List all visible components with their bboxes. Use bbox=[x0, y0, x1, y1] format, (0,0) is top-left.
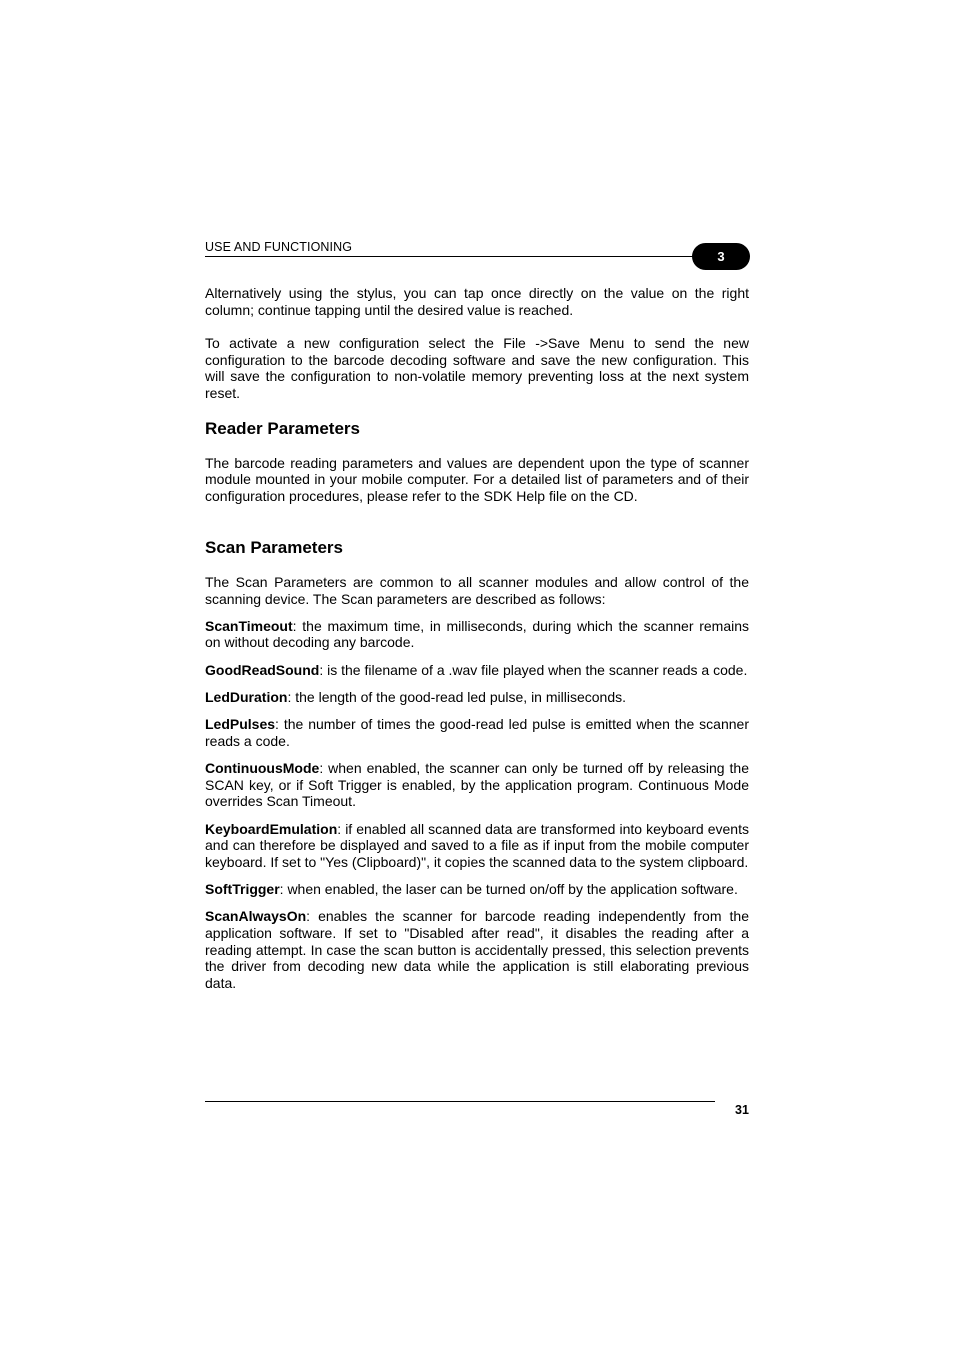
param-scanalwayson bbox=[205, 908, 749, 992]
param-term: ScanAlwaysOn bbox=[205, 908, 307, 925]
page-number: 31 bbox=[735, 1103, 749, 1117]
intro-paragraph-2: To activate a new configuration select the File ->Save Menu to send the new configuration to the barcode decoding software and save the new configuration. This will save the configuration to non-volatile memory preventing loss at the next system reset. bbox=[205, 334, 749, 402]
param-description: : when enabled, the scanner can only be turned off by releasing the SCAN key, or if Soft Trigger is enabled, by the application program. Continuous Mode overrides Scan Timeout. bbox=[205, 759, 749, 810]
param-term: GoodReadSound bbox=[205, 661, 320, 678]
header-divider bbox=[205, 256, 700, 257]
param-keyboardemulation bbox=[205, 821, 749, 871]
scan-parameters-intro: The Scan Parameters are common to all scanner modules and allow control of the scanning device. The Scan parameters are described as follows: bbox=[205, 573, 749, 607]
intro-paragraph-1: Alternatively using the stylus, you can tap once directly on the value on the right column; continue tapping until the desired value is reached. bbox=[205, 285, 749, 318]
param-continuousmode bbox=[205, 760, 749, 810]
param-description: : is the filename of a .wav file played when the scanner reads a code. bbox=[319, 661, 748, 678]
scan-parameters-heading: Scan Parameters bbox=[205, 537, 343, 557]
param-description: : enables the scanner for barcode reading independently from the application software. If set to "Disabled after read", it disables the reading after a reading attempt. In case the scan button is accidentally pressed, this selection prevents the driver from decoding new data while the application is still elaborating previous data. bbox=[205, 908, 749, 992]
param-term: LedPulses bbox=[205, 716, 276, 733]
reader-parameters-heading: Reader Parameters bbox=[205, 418, 360, 438]
param-description: : the length of the good-read led pulse, in milliseconds. bbox=[287, 688, 626, 705]
footer-divider bbox=[205, 1101, 715, 1102]
param-scantimeout bbox=[205, 618, 749, 651]
param-ledpulses bbox=[205, 716, 749, 749]
param-softtrigger bbox=[205, 881, 749, 898]
param-term: SoftTrigger bbox=[205, 881, 280, 898]
page-body bbox=[205, 285, 749, 992]
param-term: LedDuration bbox=[205, 688, 288, 705]
param-description: : when enabled, the laser can be turned on/off by the application software. bbox=[279, 881, 738, 898]
reader-parameters-text: The barcode reading parameters and values are dependent upon the type of scanner module mounted in your mobile computer. For a detailed list of parameters and of their configuration procedures, please refer to the SDK Help file on the CD. bbox=[205, 454, 749, 505]
param-goodreadsound bbox=[205, 662, 749, 679]
chapter-badge: 3 bbox=[692, 243, 750, 270]
param-description: : the maximum time, in milliseconds, during which the scanner remains on without decoding any barcode. bbox=[205, 617, 749, 651]
running-header: USE AND FUNCTIONING bbox=[205, 240, 353, 254]
param-term: KeyboardEmulation bbox=[205, 820, 338, 837]
param-ledduration bbox=[205, 689, 749, 706]
param-term: ContinuousMode bbox=[205, 759, 320, 776]
param-description: : the number of times the good-read led pulse is emitted when the scanner reads a code. bbox=[205, 716, 749, 749]
param-description: : if enabled all scanned data are transformed into keyboard events and can therefore be displayed and saved to a file as if input from the mobile computer keyboard. If set to "Yes (Clipboard)", it copies the scanned data to the system clipboard. bbox=[205, 820, 749, 870]
param-term: ScanTimeout bbox=[205, 617, 293, 634]
